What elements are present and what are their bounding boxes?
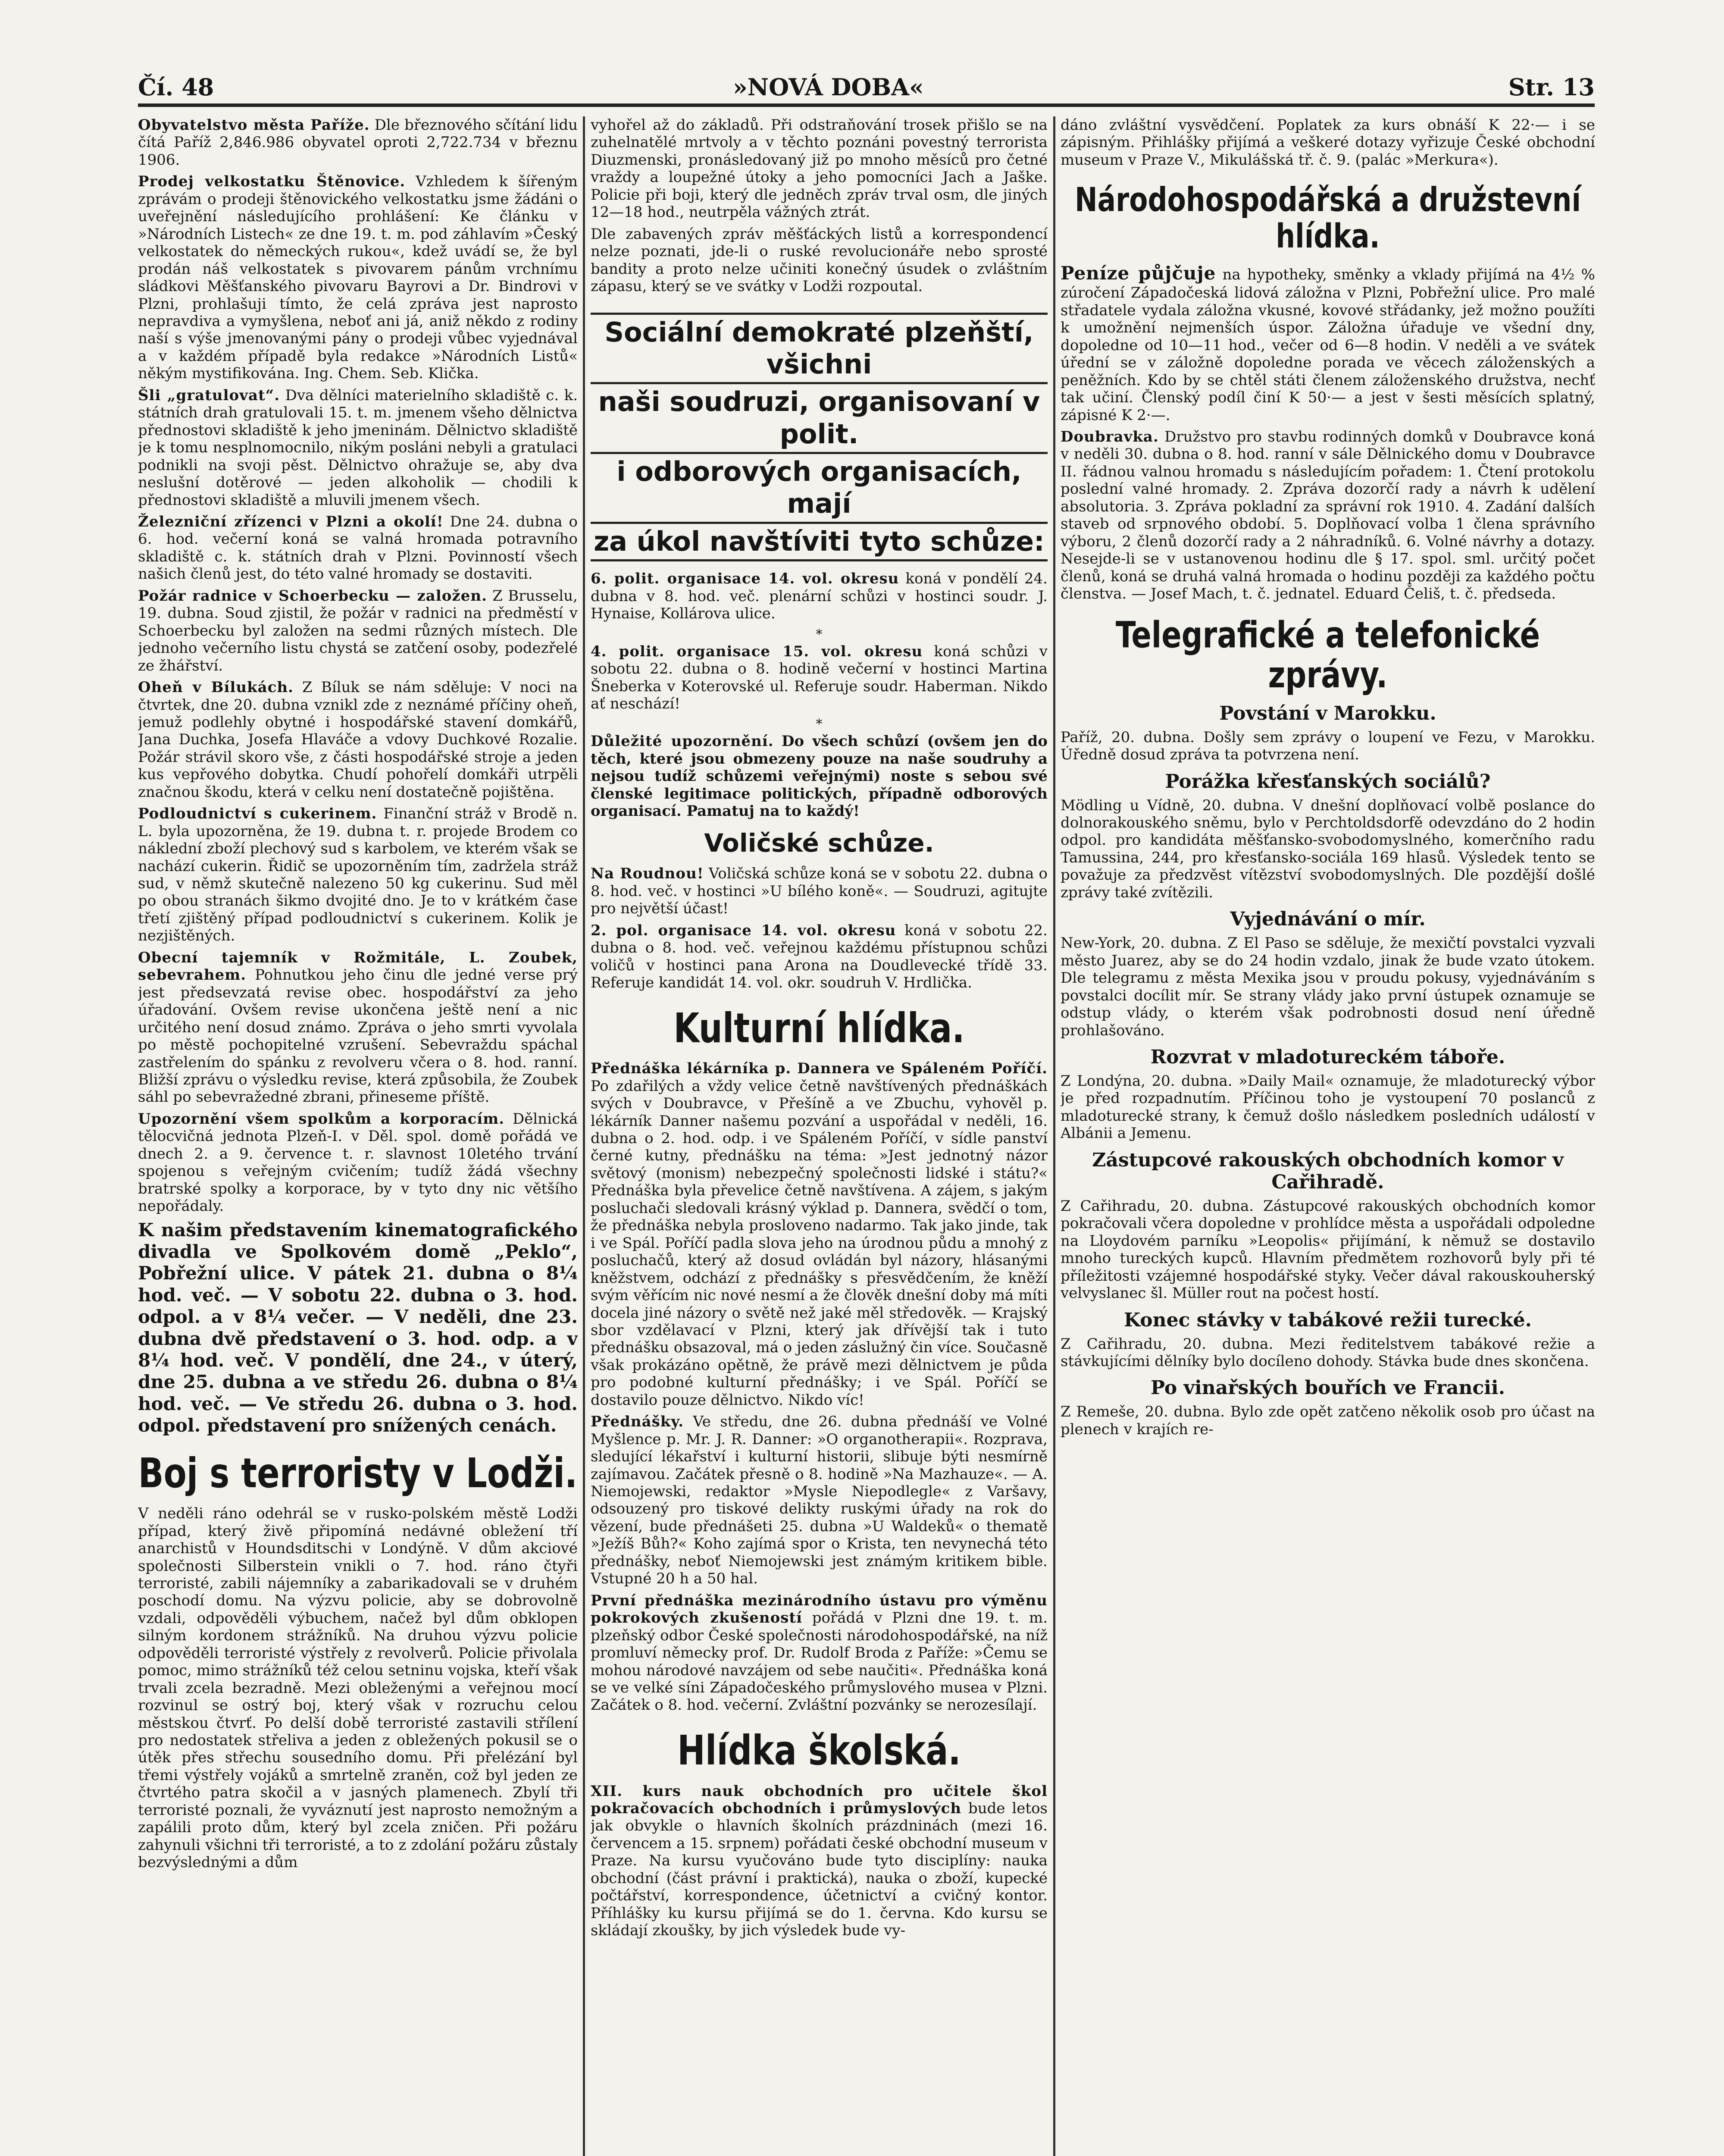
article-lead: Obyvatelstvo města Paříže. (138, 116, 370, 134)
article-body: V neděli ráno odehrál se v rusko-polském městě Lodži případ, který živě připomíná nedávné obležení tří anarchistů v Houndsditschi v Londýně. V dům akciové společnosti Silberstein vnikli o 7. hod. ráno čtyři terroristé, zabili nájemníky a zabarikadovali se v druhém poschodí domu. Na výzvu policie, aby se dobrovolně vzdali, odpověděli výbuchem, načež byl dům obklopen silným kordonem strážníků. Na druhou výzvu policie odpověděli terroristé výstřely z revolverů. Policie přivolala pomoc, mimo strážníků též celou setninu vojska, kteří však trvali zcela bezradně. Mezi obleženými a veřejnou mocí rozvinul se ostrý boj, který však v rozruchu celou městskou čtvrť. Po delší době terroristé zastavili střílení pro nedostatek střeliva a jeden z obležených pokusil se o útěk přes střechu sousedního domu. Při přelézání byl třemi výstřely vojáků a smrtelně zraněn, což byl jeden ze čtvrtého patra skočil a v jasných plamenech. Zbylí tři terroristé poznali, že vyváznutí jest naprosto nemožným a zapálili proto dům, který byl zcela zničen. Při požáru zahynuli všichni tři terroristé, a to z zdolání požáru zůstaly bezvýslednými a dům (138, 1505, 578, 1871)
article-body: Ve středu, dne 26. dubna přednáší ve Volné Myšlence p. Mr. J. R. Danner: »O organotherapii«. Rozprava, sledující lékařství i kulturní historii, slibuje býti nesmírně zajímavou. Začátek přesně o 8. hodině »Na Mazhauze«. — A. Niemojewski, redaktor »Mysle Niepodlegle« z Varšavy, odsouzený pro tiskové delikty ruskými úřady na rok do vězení, bude přednášeti 25. dubna »U Waldeků« o thematě »Ježíš Bůh?« Koho zajímá spor o Krista, ten nevynechá této přednášky, neboť Niemojewski jest známým kritikem bible. Vstupné 20 h a 50 hal. (591, 1413, 1048, 1588)
article-lead: Šli „gratulovat“. (138, 386, 280, 404)
article-body: Z Cařihradu, 20. dubna. Mezi ředitelstvem tabákové režie a stávkujícími dělníky bylo docíleno dohody. Stávka bude dnes skončena. (1061, 1335, 1595, 1370)
subheadline: Povstání v Marokku. (1219, 702, 1436, 724)
article-body: Z Londýna, 20. dubna. »Daily Mail« oznamuje, že mladoturecký výbor je před rozpadnutím. Příčinou toho je vystoupení 70 poslanců z mladoturecké strany, k čemuž došlo následkem posledních událostí v Albánii a Jemenu. (1061, 1072, 1595, 1142)
separator-star: * (816, 717, 823, 732)
article-lead: První přednáška mezinárodního ústavu pro výměnu pokrokových zkušeností (591, 1592, 1048, 1627)
article-lead: 6. polit. organisace 14. vol. okresu (591, 570, 899, 588)
column-3 (1061, 116, 1595, 2156)
newspaper-title: »NOVÁ DOBA« (733, 73, 924, 101)
article-body: koná schůzi v sobotu 22. dubna o 8. hodině večerní v hostinci Martina Šneberka v Koterovské ul. Referuje soudr. Haberman. Nikdo ať neschází! (591, 642, 1048, 712)
article (1061, 428, 1595, 603)
article-lead: Železniční zřízenci v Plzni a okolí! (138, 513, 444, 530)
article-body: Vzhledem k šířeným zprávám o prodeji štěnovického velkostatku jsme žádáni o uveřejnění následujícího prohlášení: Ke článku v »Národních Listech« ze dne 19. t. m. pod záhlavím »Český velkostatek do německých rukou«, kdež uvádí se, že byl prodán náš velkostatek s pivovarem pánům vrchnímu sládkovi Měšťanského pivovaru Bayrovi a Dr. Bindrovi v Plzni, prohlašuji tímto, že celá zpráva jest naprosto nepravdiva a vymyšlena, neboť ani já, aniž někdo z rodiny naší s výše jmenovanými pány o prodeji vůbec vyjednával a v každém případě byla redakce »Národních Listů« někým mystifikována. Ing. Chem. Seb. Klička. (138, 173, 578, 382)
subheadline: Rozvrat v mladotureckém táboře. (1150, 1046, 1505, 1069)
article-body: bude letos jak obvykle o hlavních školních prázdninách (mezi 16. červencem a 15. srpnem) pořádati české obchodní museum v Praze. Na kursu vyučováno bude tyto disciplíny: nauka obchodní (část právní i praktická), nauka o zboží, kupecké počtářství, korrespondence, účetnictví a cvičný kontor. Příhlášky ku kursu přijímá se do 1. června. Kdo kursu se skládají zkoušky, by jich výsledek bude vy- (591, 1799, 1048, 1940)
article-body: New-York, 20. dubna. Z El Paso se sděluje, že mexičtí povstalci vyzvali město Juarez, aby se do 24 hodin vzdalo, jinak že bude vzato útokem. Dle telegramu z města Mexika jsou v proudu pokusy, vyjednáváním s povstalci docílit mír. Se strany vlády jako první ústupek oznamuje se odstup vlády, o kterém však podrobnosti dosud není úředně prohlašováno. (1061, 934, 1595, 1039)
subheadline: Porážka křesťanských sociálů? (1165, 770, 1491, 793)
article-lead: Podloudnictví s cukerinem. (138, 805, 377, 823)
appeal-box (591, 313, 1048, 562)
headline-boj: Boj s terroristy v Lodži. (138, 1449, 578, 1497)
subheadline: Konec stávky v tabákové režii turecké. (1124, 1309, 1532, 1331)
article (138, 513, 578, 583)
article-lead: Obecní tajemník v Rožmitále, L. Zoubek, sebevrahem. (138, 949, 578, 984)
article (138, 949, 578, 1106)
article (591, 643, 1048, 713)
article (1061, 263, 1595, 424)
article (138, 587, 578, 674)
article-body: Družstvo pro stavbu rodinných domků v Doubravce koná v neděli 30. dubna o 8. hod. ranní v sále Dělnického domu v Doubravce II. řádnou valnou hromadu s následujícím pořadem: 1. Čtení protokolu poslední valné hromady. 2. Zpráva dozorčí rady a návrh k udělení absolutoria. 3. Zpráva pokladní za správní rok 1910. 4. Zadání dalších staveb od srpnového období. 5. Doplňovací volba 1 člena správního výboru, 2 členů dozorčí rady a 2 náhradníků. 6. Volné návrhy a dotazy. Nesejde-li se v ustanovenou hodinu dle § 17. spol. sml. určitý počet členů, koná se druhá valná hromada o hodinu později za každého počtu členstva. — Josef Mach, t. č. jednatel. Eduard Čeliš, t. č. předseda. (1061, 428, 1595, 603)
article-lead: Peníze půjčuje (1061, 263, 1216, 284)
article-lead: Požár radnice v Schoerbecku — založen. (138, 587, 487, 605)
subheadline: Zástupcové rakouských obchodních komor v Cařihradě. (1092, 1149, 1564, 1193)
article-body: koná v pondělí 24. dubna v 8. hod. več. plenární schůzi v hostinci soudr. J. Hynaise, Kollárova ulice. (591, 570, 1048, 623)
article-body: Pohnutkou jeho činu dle jedné verse prý jest předsevzatá revise obec. hospodářství za jeho úřadování. Ovšem revise ukončena ještě není a nic určitého není dosud známo. Zpráva o jeho smrti vyvolala po městě pochopitelné vzrušení. Sebevraždu spáchal zastřelením do spánku z revolveru včera o 8. hod. ranní. Bližší zprávu o výsledku revise, která způsobila, že Zoubek sáhl po sebevražedné zbrani, přineseme příště. (138, 966, 578, 1106)
article-lead: Upozornění všem spolkům a korporacím. (138, 1110, 505, 1128)
cinema-notice: K našim představením kinematografického divadla ve Spolkovém domě „Peklo“, Pobřežní ulice. V pátek 21. dubna o 8¼ hod. več. — V sobotu 22. dubna o 3. hod. odpol. a v 8¼ večer. — V neděli, dne 23. dubna dvě představení o 3. hod. odp. a v 8¼ hod. več. V pondělí, dne 24., v úterý, dne 25. dubna a ve středu 26. dubna o 8¼ hod. več. — Ve středu 26. dubna o 3. hod. odpol. představení pro snížených cenách. (138, 1219, 578, 1436)
subheadline: Po vinařských bouřích ve Francii. (1150, 1377, 1505, 1399)
article-body: Finanční stráž v Brodě n. L. byla upozorněna, že 19. dubna t. r. projede Brodem co náklední zboží plechový sud s karbolem, ve kterém však se nachází cukerin. Řidič se upozorněním tím, zadržela stráž sud, v němž skutečně nalezeno 50 kg cukerinu. Sud měl po obou stranách šikmo dvojité dno. Je to v krátkém čase třetí zjištěný případ podloudnictví s cukerinem. Kolik je nezjištěných. (138, 805, 578, 945)
column-1 (138, 116, 578, 2156)
article (591, 865, 1048, 917)
page-number: Str. 13 (1508, 73, 1595, 101)
article (591, 1413, 1048, 1588)
article-body: Dle zabavených zpráv měšťáckých listů a korrespondencí nelze poznati, jde-li o ruské revolucionáře nebo sprosté bandity a proto nelze učiniti konečný úsudek o zvláštním zápasu, který se ve svátky v Lodži rozpoutal. (591, 225, 1048, 295)
article-body: Paříž, 20. dubna. Došly sem zprávy o loupení ve Fezu, v Marokku. Úředně dosud zpráva ta potvrzena není. (1061, 728, 1595, 764)
issue-number: Čí. 48 (138, 73, 214, 101)
article-lead: Přednáška lékárníka p. Dannera ve Spáleném Poříčí. (591, 1060, 1048, 1078)
article-body: Voličská schůze koná se v sobotu 22. dubna o 8. hod. več. v hostinci »U bílého koně«. — Soudruzi, agitujte pro největší účast! (591, 865, 1048, 918)
headline-kulturni: Kulturní hlídka. (673, 1004, 965, 1052)
article-body: Dle březnového sčítání lidu čítá Paříž 2,846.986 obyvatel oproti 2,722.734 v březnu 1906. (138, 116, 578, 169)
article-body: Dva dělníci materielního skladiště c. k. státních drah gratulovali 15. t. m. jmenem všeho dělnictva přednostovi skladiště k jeho jmeninám. Dělnictvo skladiště je k tomu nesplnomocnilo, nikým posláni nebyli a gratulaci podnikli na svoji pěst. Dělnictvo ohražuje se, aby dva neslušní dotěrové — jeden alkoholik — chodili k přednostovi skladiště a mluvili jmenem všech. (138, 386, 578, 509)
column-divider-1 (583, 116, 585, 2156)
article-lead: Na Roudnou! (591, 865, 704, 883)
article (591, 1060, 1048, 1409)
page-header (138, 69, 1595, 103)
article (138, 679, 578, 801)
article (591, 1783, 1048, 1940)
headline-volicske: Voličské schůze. (704, 828, 934, 858)
headline-narodohospodarska: Národohospodářská a družstevní hlídka. (1074, 180, 1581, 256)
column-divider-2 (1053, 116, 1055, 2156)
article-lead: Doubravka. (1061, 428, 1159, 445)
article-lead: 2. pol. organisace 14. vol. okresu (591, 921, 896, 939)
article-body: Dne 24. dubna o 6. hod. večerní koná se valná hromada potravního skladiště c. k. státních drah v Plzni. Povinností všech našich členů jest, do této valné hromady se dostaviti. (138, 513, 578, 583)
headline-skolska: Hlídka školská. (677, 1727, 961, 1774)
column-2 (591, 116, 1048, 2156)
article-body: Z Bíluk se nám sděluje: V noci na čtvrtek, dne 20. dubna vznikl zde z neznámé příčiny oheň, jemuž podlehly obytné i hospodářské stavení domkářů, Jana Duchka, Josefa Hlaváče a vdovy Duchkové Rozalie. Požár strávil skoro vše, z části hospodářské stroje a jeden kus vepřového dobytka. Chudí pohořelí domkáři utrpěli značnou škodu, která v celku není dostatečně pojištěna. (138, 679, 578, 801)
article (138, 805, 578, 945)
subheadline: Vyjednávání o mír. (1230, 908, 1426, 931)
article-body: na hypotheky, směnky a vklady přijímá na 4½ % zúročení Západočeská lidová záložna v Plzni, Pobřežní ulice. Pro malé střadatele vydala záložna vkusné, kovové střádanky, jež možno použíti k umožnění nejmenších úspor. Záložna úřaduje ve všední dny, dopoledne od 10—11 hod., večer od 6—8 hodin. V neděli a ve svátek úřední se v záložně dopoledne porada ve věcech záloženských a peněžních. Kdo by se chtěl státi členem záloženského družstva, nechť tak učiní. Členský podíl činí K 50·— a jest v šesti měsících splatný, zápisné K 2·—. (1061, 266, 1595, 424)
article (138, 173, 578, 382)
article (138, 1110, 578, 1215)
article-body: Z Cařihradu, 20. dubna. Zástupcové rakouských obchodních komor pokračovali včera dopoledne v prohlídce města a uspořádali odpoledne na Lloydovém parníku »Leopolis« přijímání, k němuž se dostavilo mnoho tureckých kupců. Hlavním předmětem rozhovorů byly při té příležitosti vzájemné hospodářské styky. Večer dával rakouskouherský velvyslanec šl. Müller rout na počest hostí. (1061, 1197, 1595, 1302)
article-body: dáno zvláštní vysvědčení. Poplatek za kurs obnáší K 22·— i se zápisným. Přihlášky přijímá a veškeré dotazy vyřizuje České obchodní museum v Praze V., Mikulášská tř. č. 9. (palác »Merkura«). (1061, 116, 1595, 169)
article-body: Do všech schůzí (ovšem jen do těch, které jsou obmezeny pouze na naše soudruhy a nejsou tudíž schůzemi veřejnými) noste s sebou své členské legitimace politických, případně odborových organisací. Pamatuj na to každý! (591, 733, 1048, 820)
article (138, 387, 578, 509)
appeal-line: za úkol navštíviti tyto schůze: (591, 522, 1048, 559)
article-body: koná v sobotu 22. dubna o 8. hod. več. veřejnou každému přístupnou schůzi voličů v hostinci pana Arona na Doudlevecké třídě 33. Referuje kandidát 14. vol. okr. soudruh V. Hrdlička. (591, 921, 1048, 992)
article-body: Po zdařilých a vždy velice četně navštívených přednáškách svých v Doubravce, v Přešíně a ve Zbuchu, vyhověl p. lékárník Danner našemu pozvání a uspořádal v neděli, 16. dubna o 2. hod. odp. i ve Spáleném Poříčí, v sídle panství černé kutny, přednášku na téma: »Jest jednotný názor světový (monism) nebezpečný společnosti lidské i státu?« Přednáška byla převelice četně navštívena. A zájem, s jakým posluchači sledovali krásný výklad p. Dannera, svědčí o tom, že přednáška nebyla prosloveno nadarmo. Tak jako jinde, tak i ve Spál. Poříčí padla slova jeho na úrodnou půdu a mnohý z posluchačů, který až dosud ovládán byl názory, hlásanými kněžstvem, odchází z přednášky s přesvědčením, že kněží svým věřícím nic nové nesmí a že člověk dnešní doby má míti docela jiné názory o světě než jaké měl středověk. — Krajský sbor vzdělavací v Plzni, který jak dřívější tak i tuto přednášku obsazoval, má o jeden záslužný čin více. Současně však prokázáno opětně, že právě mezi dělnictvem je půda pro podobné kulturní přednášky; i ve Spál. Poříčí se dostavilo pouze dělnictvo. Nikdo víc! (591, 1077, 1048, 1409)
article-body: Dělnická tělocvičná jednota Plzeň-I. v Děl. spol. domě pořádá ve dnech 2. a 9. července t. r. slavnost 10letého trvání spojenou s veřejným cvičením; tudíž žádá všechny bratrské spolky a korporace, by v tyto dny nic většího nepořádaly. (138, 1110, 578, 1215)
article-body: Z Brusselu, 19. dubna. Soud zjistil, že požár v radnici na předměstí v Schoerbecku byl založen na sedmi různých místech. Dle jednoho večerního listu chystá se zatčení osoby, podezřelé ze žhářství. (138, 587, 578, 674)
appeal-line: naši soudruzi, organisovaní v polit. (591, 382, 1048, 452)
article-lead: XII. kurs nauk obchodních pro učitele škol pokračovacích obchodních i průmyslových (591, 1782, 1048, 1817)
headline-telegraficke: Telegrafické a telefonické zprávy. (1115, 614, 1540, 696)
article-lead: Důležité upozornění. (591, 733, 774, 750)
article-body: pořádá v Plzni dne 19. t. m. plzeňský odbor České společnosti národohospodářské, na níž promluví německy prof. Dr. Rudolf Broda z Paříže: »Čemu se mohou národové navzájem od sebe naučiti«. Přednáška koná se ve velké síni Západočeského průmyslového musea v Plzni. Začátek o 8. hod. večerní. Zvláštní pozvánky se nerozesílají. (591, 1609, 1048, 1714)
separator-star: * (816, 627, 823, 642)
article (591, 922, 1048, 992)
article-lead: 4. polit. organisace 15. vol. okresu (591, 642, 923, 660)
header-rule (138, 103, 1595, 107)
article (591, 733, 1048, 820)
article (591, 1592, 1048, 1714)
article (138, 116, 578, 169)
article-body: vyhořel až do základů. Při odstraňování trosek přišlo se na zuhelnatělé mrtvoly a v těchto poznáni povestný terrorista Diuzmenski, pronásledovaný již po mnoho měsíců pro četné vraždy a loupežné útoky a jeho pomocníci Jach a Jaške. Policie při boji, který dle jedněch zpráv trval osm, dle jiných 12—18 hod., neutrpěla vážných ztrát. (591, 116, 1048, 221)
article-lead: Oheň v Bílukách. (138, 679, 294, 696)
article-lead: Přednášky. (591, 1413, 684, 1431)
appeal-line: i odborových organisacích, mají (591, 452, 1048, 522)
article-lead: Prodej velkostatku Štěnovice. (138, 173, 406, 191)
appeal-line: Sociální demokraté plzeňští, všichni (591, 313, 1048, 382)
article-body: Mödling u Vídně, 20. dubna. V dnešní doplňovací volbě poslance do dolnorakouského sněmu, bylo v Perchtoldsdorfě odevzdáno do 2 hodin odpol. pro kandidáta měšťansko-svobodomyslného, komerčního radu Tamussina, 244, pro křesťansko-sociála 169 hlasů. Výsledek tento se považuje za předzvěst vítězství svobodomyslných. Dle pozdější došlé zprávy také zvítězili. (1061, 796, 1595, 901)
article-body: Z Remeše, 20. dubna. Bylo zde opět zatčeno několik osob pro účast na plenech v krajích re- (1061, 1403, 1595, 1438)
article (591, 570, 1048, 622)
